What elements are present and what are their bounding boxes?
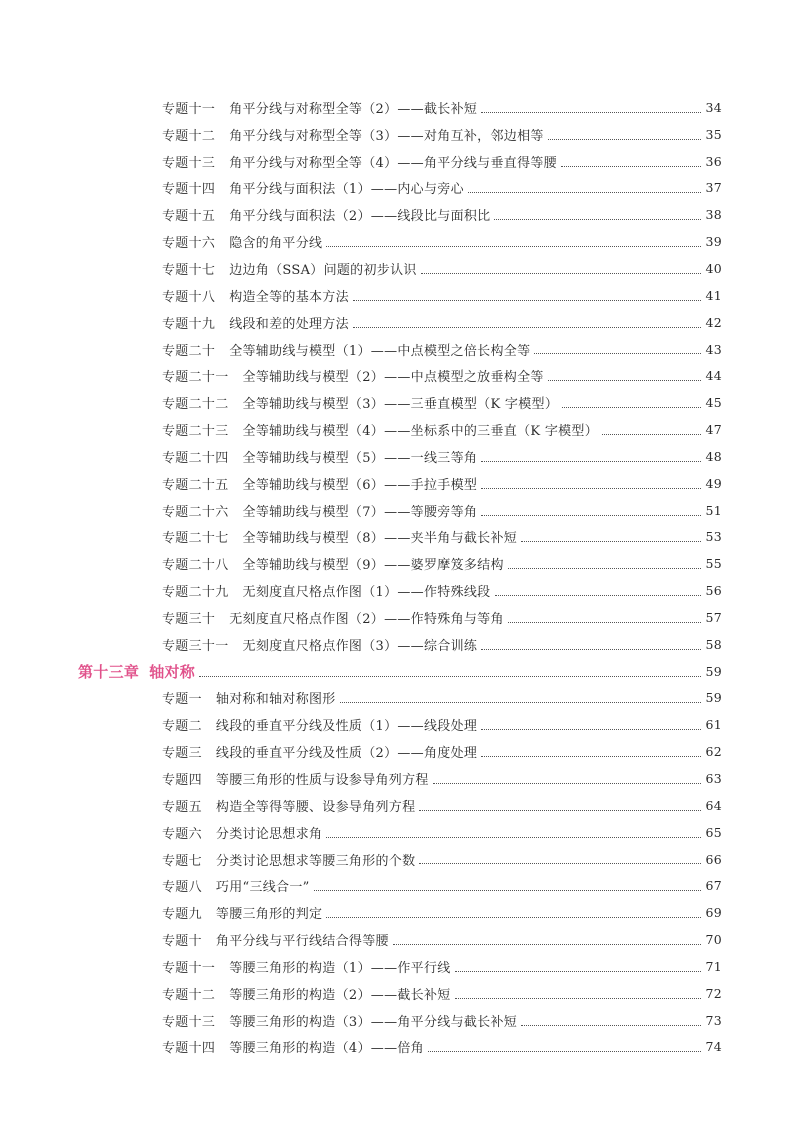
dot-leader [455, 997, 702, 999]
page-number: 59 [705, 663, 722, 679]
topic-number: 专题十一 [162, 960, 216, 976]
topic-number: 专题一 [162, 692, 202, 708]
topic-title: 等腰三角形的性质与设参导角列方程 [215, 773, 429, 789]
toc-topic-entry[interactable] [0, 175, 800, 202]
topic-number: 专题十四 [162, 1041, 216, 1057]
toc-topic-entry[interactable] [0, 899, 800, 926]
dot-leader [419, 862, 701, 864]
dot-leader [561, 165, 702, 167]
page-number: 59 [705, 690, 722, 706]
topic-number: 专题二 [162, 719, 202, 735]
page-number: 74 [705, 1039, 722, 1055]
topic-title: 角平分线与对称型全等（4）——角平分线与垂直得等腰 [229, 155, 557, 171]
dot-leader [468, 191, 702, 193]
page-number: 44 [705, 368, 722, 384]
page-number: 64 [705, 797, 722, 813]
toc-topic-entry[interactable] [0, 953, 800, 980]
topic-number: 专题十 [162, 934, 202, 950]
topic-number: 专题十九 [162, 316, 216, 332]
dot-leader [521, 1024, 701, 1026]
topic-title: 全等辅助线与模型（1）——中点模型之倍长构全等 [229, 343, 531, 359]
page-number: 41 [705, 287, 722, 303]
toc-topic-entry[interactable] [0, 497, 800, 524]
page-number: 69 [705, 905, 722, 921]
dot-leader [481, 755, 701, 757]
page-number: 37 [705, 180, 722, 196]
topic-title: 等腰三角形的构造（1）——作平行线 [229, 960, 451, 976]
topic-title: 等腰三角形的构造（4）——倍角 [229, 1041, 424, 1057]
topic-number: 专题二十三 [162, 424, 229, 440]
topic-title: 巧用“三线合一” [215, 880, 310, 896]
toc-topic-entry[interactable] [0, 1034, 800, 1061]
topic-number: 专题六 [162, 826, 202, 842]
dot-leader [494, 218, 701, 220]
toc-topic-entry[interactable] [0, 201, 800, 228]
toc-topic-entry[interactable] [0, 711, 800, 738]
topic-number: 专题十二 [162, 987, 216, 1003]
topic-title: 等腰三角形的构造（2）——截长补短 [229, 987, 451, 1003]
dot-leader [421, 272, 702, 274]
page-number: 36 [705, 153, 722, 169]
chapter-number: 第十三章 [78, 662, 140, 681]
toc-topic-entry[interactable] [0, 389, 800, 416]
toc-topic-entry[interactable] [0, 550, 800, 577]
toc-topic-entry[interactable] [0, 577, 800, 604]
dot-leader [481, 460, 701, 462]
topic-title: 全等辅助线与模型（4）——坐标系中的三垂直（K 字模型） [242, 424, 599, 440]
dot-leader [548, 379, 702, 381]
dot-leader [199, 675, 701, 677]
page-number: 70 [705, 932, 722, 948]
topic-title: 隐含的角平分线 [229, 236, 323, 252]
topic-title: 全等辅助线与模型（5）——一线三等角 [242, 450, 478, 466]
toc-topic-entry[interactable] [0, 470, 800, 497]
page-number: 39 [705, 234, 722, 250]
page-number: 48 [705, 448, 722, 464]
page-number: 53 [705, 529, 722, 545]
page-number: 61 [705, 717, 722, 733]
toc-topic-entry[interactable] [0, 819, 800, 846]
topic-number: 专题四 [162, 773, 202, 789]
toc-topic-entry[interactable] [0, 765, 800, 792]
topic-title: 分类讨论思想求角 [215, 826, 323, 842]
page-number: 49 [705, 475, 722, 491]
topic-number: 专题五 [162, 799, 202, 815]
toc-topic-entry[interactable] [0, 792, 800, 819]
page-number: 45 [705, 395, 722, 411]
toc-topic-entry[interactable] [0, 362, 800, 389]
page-number: 35 [705, 126, 722, 142]
dot-leader [481, 487, 701, 489]
dot-leader [481, 111, 701, 113]
toc-topic-entry[interactable] [0, 980, 800, 1007]
topic-number: 专题二十九 [162, 585, 229, 601]
topic-number: 专题十五 [162, 209, 216, 225]
toc-topic-entry[interactable] [0, 685, 800, 712]
dot-leader [495, 594, 702, 596]
toc-topic-entry[interactable] [0, 121, 800, 148]
dot-leader [340, 701, 702, 703]
toc-topic-entry[interactable] [0, 631, 800, 658]
page-number: 55 [705, 556, 722, 572]
page-number: 65 [705, 824, 722, 840]
page-number: 73 [705, 1012, 722, 1028]
topic-number: 专题三十 [162, 611, 216, 627]
page-number: 40 [705, 260, 722, 276]
dot-leader [602, 433, 701, 435]
toc-topic-entry[interactable] [0, 309, 800, 336]
topic-number: 专题十二 [162, 128, 216, 144]
topic-title: 全等辅助线与模型（2）——中点模型之放垂构全等 [242, 370, 544, 386]
page-number: 72 [705, 985, 722, 1001]
topic-title: 角平分线与平行线结合得等腰 [215, 934, 389, 950]
dot-leader [433, 782, 702, 784]
topic-title: 全等辅助线与模型（9）——婆罗摩笈多结构 [242, 558, 504, 574]
topic-number: 专题二十七 [162, 531, 229, 547]
topic-title: 构造全等的基本方法 [229, 289, 349, 305]
page-number: 58 [705, 636, 722, 652]
dot-leader [521, 540, 701, 542]
dot-leader [326, 836, 701, 838]
topic-number: 专题十四 [162, 182, 216, 198]
dot-leader [562, 406, 701, 408]
topic-number: 专题十一 [162, 101, 216, 117]
topic-title: 全等辅助线与模型（3）——三垂直模型（K 字模型） [242, 397, 559, 413]
topic-title: 线段的垂直平分线及性质（1）——线段处理 [215, 719, 478, 735]
topic-number: 专题九 [162, 907, 202, 923]
topic-number: 专题二十二 [162, 397, 229, 413]
page-number: 43 [705, 341, 722, 357]
page-number: 57 [705, 609, 722, 625]
dot-leader [314, 889, 702, 891]
topic-title: 全等辅助线与模型（7）——等腰旁等角 [242, 504, 478, 520]
dot-leader [548, 138, 702, 140]
topic-number: 专题二十五 [162, 477, 229, 493]
toc-topic-entry[interactable] [0, 846, 800, 873]
page-number: 47 [705, 422, 722, 438]
toc-topic-entry[interactable] [0, 228, 800, 255]
dot-leader [534, 352, 701, 354]
dot-leader [353, 326, 702, 328]
topic-title: 全等辅助线与模型（8）——夹半角与截长补短 [242, 531, 518, 547]
topic-number: 专题七 [162, 853, 202, 869]
topic-title: 等腰三角形的判定 [215, 907, 323, 923]
page-number: 34 [705, 99, 722, 115]
topic-number: 专题二十 [162, 343, 216, 359]
toc-topic-entry[interactable] [0, 443, 800, 470]
page-number: 56 [705, 583, 722, 599]
dot-leader [481, 648, 701, 650]
topic-title: 无刻度直尺格点作图（2）——作特殊角与等角 [229, 611, 504, 627]
toc-topic-entry[interactable] [0, 1007, 800, 1034]
page-number: 51 [705, 502, 722, 518]
topic-title: 分类讨论思想求等腰三角形的个数 [215, 853, 416, 869]
topic-title: 角平分线与对称型全等（2）——截长补短 [229, 101, 478, 117]
topic-number: 专题十三 [162, 155, 216, 171]
topic-title: 线段和差的处理方法 [229, 316, 349, 332]
chapter-title: 轴对称 [149, 662, 196, 681]
topic-title: 角平分线与面积法（1）——内心与旁心 [229, 182, 464, 198]
topic-title: 等腰三角形的构造（3）——角平分线与截长补短 [229, 1014, 518, 1030]
dot-leader [419, 809, 701, 811]
toc-topic-entry[interactable] [0, 255, 800, 282]
topic-number: 专题二十六 [162, 504, 229, 520]
topic-number: 专题二十八 [162, 558, 229, 574]
toc-topic-entry[interactable] [0, 872, 800, 899]
topic-title: 线段的垂直平分线及性质（2）——角度处理 [215, 746, 478, 762]
dot-leader [353, 299, 702, 301]
toc-chapter-entry[interactable] [0, 658, 800, 685]
dot-leader [326, 245, 701, 247]
topic-number: 专题二十一 [162, 370, 229, 386]
toc-topic-entry[interactable] [0, 148, 800, 175]
page-number: 63 [705, 771, 722, 787]
page-number: 66 [705, 851, 722, 867]
topic-number: 专题十三 [162, 1014, 216, 1030]
topic-number: 专题二十四 [162, 450, 229, 466]
topic-title: 无刻度直尺格点作图（3）——综合训练 [242, 638, 478, 654]
topic-number: 专题十七 [162, 262, 216, 278]
topic-title: 全等辅助线与模型（6）——手拉手模型 [242, 477, 478, 493]
toc-topic-entry[interactable] [0, 416, 800, 443]
dot-leader [481, 728, 701, 730]
topic-title: 角平分线与面积法（2）——线段比与面积比 [229, 209, 491, 225]
dot-leader [455, 970, 702, 972]
topic-number: 专题十六 [162, 236, 216, 252]
table-of-contents [0, 94, 800, 1060]
page-number: 67 [705, 878, 722, 894]
dot-leader [326, 916, 701, 918]
dot-leader [508, 567, 702, 569]
page-number: 38 [705, 207, 722, 223]
toc-topic-entry[interactable] [0, 524, 800, 551]
topic-title: 角平分线与对称型全等（3）——对角互补，邻边相等 [229, 128, 544, 144]
topic-number: 专题八 [162, 880, 202, 896]
topic-title: 边边角（SSA）问题的初步认识 [229, 262, 417, 278]
toc-topic-entry[interactable] [0, 94, 800, 121]
dot-leader [508, 621, 702, 623]
topic-number: 专题三十一 [162, 638, 229, 654]
page-number: 42 [705, 314, 722, 330]
toc-topic-entry[interactable] [0, 926, 800, 953]
dot-leader [393, 943, 702, 945]
toc-topic-entry[interactable] [0, 282, 800, 309]
toc-topic-entry[interactable] [0, 738, 800, 765]
topic-number: 专题十八 [162, 289, 216, 305]
topic-title: 无刻度直尺格点作图（1）——作特殊线段 [242, 585, 491, 601]
topic-number: 专题三 [162, 746, 202, 762]
toc-topic-entry[interactable] [0, 336, 800, 363]
topic-title: 轴对称和轴对称图形 [215, 692, 336, 708]
page-number: 71 [705, 958, 722, 974]
page-number: 62 [705, 744, 722, 760]
dot-leader [428, 1050, 702, 1052]
dot-leader [481, 514, 701, 516]
toc-topic-entry[interactable] [0, 604, 800, 631]
topic-title: 构造全等得等腰、设参导角列方程 [215, 799, 416, 815]
